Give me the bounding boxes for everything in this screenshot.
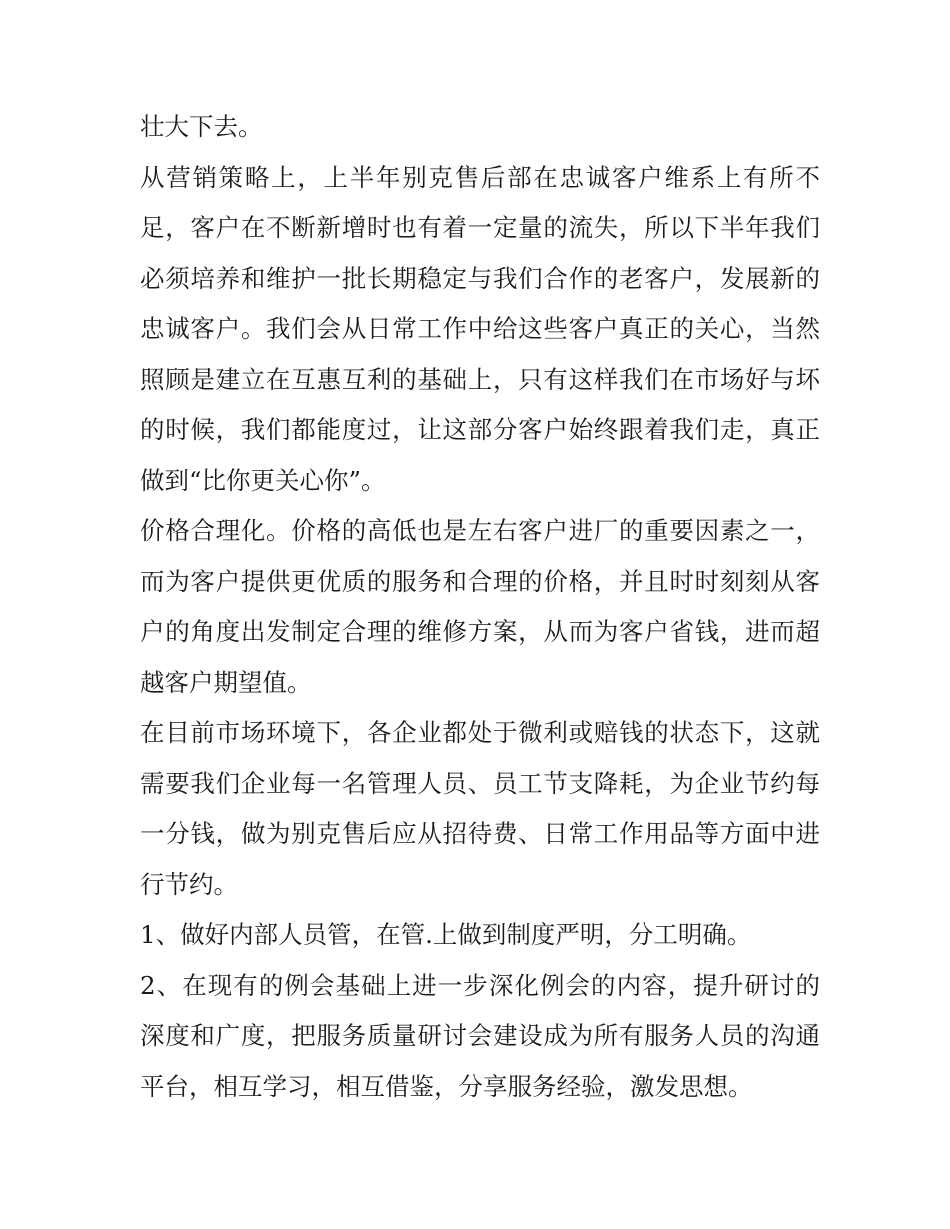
- paragraph: [140, 506, 820, 708]
- text-line: 的时候，我们都能度过，让这部分客户始终跟着我们走，真正: [140, 415, 820, 444]
- text-line: 而为客户提供更优质的服务和合理的价格，并且时时刻刻从客: [140, 566, 820, 596]
- text-line: 忠诚客户。我们会从日常工作中给这些客户真正的关心，当然: [140, 314, 820, 343]
- text-line: 从营销策略上，上半年别克售后部在忠诚客户维系上有所不: [140, 162, 820, 192]
- paragraph: [140, 153, 820, 507]
- text-line: 必须培养和维护一批长期稳定与我们合作的老客户，发展新的: [140, 263, 820, 293]
- text-line: 深度和广度，把服务质量研讨会建设成为所有服务人员的沟通: [140, 1021, 820, 1050]
- text-line: 户的角度出发制定合理的维修方案，从而为客户省钱，进而超: [140, 617, 820, 646]
- text-line: 壮大下去。: [140, 112, 263, 141]
- text-line: 做到“比你更关心你”。: [140, 465, 386, 495]
- paragraph: [140, 910, 820, 961]
- paragraph: [140, 961, 820, 1113]
- paragraph: [140, 102, 820, 153]
- document-body: [140, 102, 820, 1112]
- text-line: 行节约。: [140, 869, 238, 899]
- text-line: 越客户期望值。: [140, 667, 312, 697]
- paragraph: [140, 708, 820, 910]
- text-line: 价格合理化。价格的高低也是左右客户进厂的重要因素之一，: [140, 516, 820, 545]
- text-line: 需要我们企业每一名管理人员、员工节支降耗，为企业节约每: [140, 768, 820, 798]
- text-line: 在目前市场环境下，各企业都处于微利或赔钱的状态下，这就: [140, 718, 820, 747]
- text-line: 照顾是建立在互惠互利的基础上，只有这样我们在市场好与坏: [140, 364, 820, 394]
- text-line: 平台，相互学习，相互借鉴，分享服务经验，激发思想。: [140, 1071, 753, 1101]
- text-line: 足，客户在不断新增时也有着一定量的流失，所以下半年我们: [140, 213, 820, 242]
- text-line: 2、在现有的例会基础上进一步深化例会的内容，提升研讨的: [140, 970, 820, 1000]
- text-line: 一分钱，做为别克售后应从招待费、日常工作用品等方面中进: [140, 819, 820, 848]
- text-line: 1、做好内部人员管，在管.上做到制度严明，分工明确。: [140, 920, 752, 949]
